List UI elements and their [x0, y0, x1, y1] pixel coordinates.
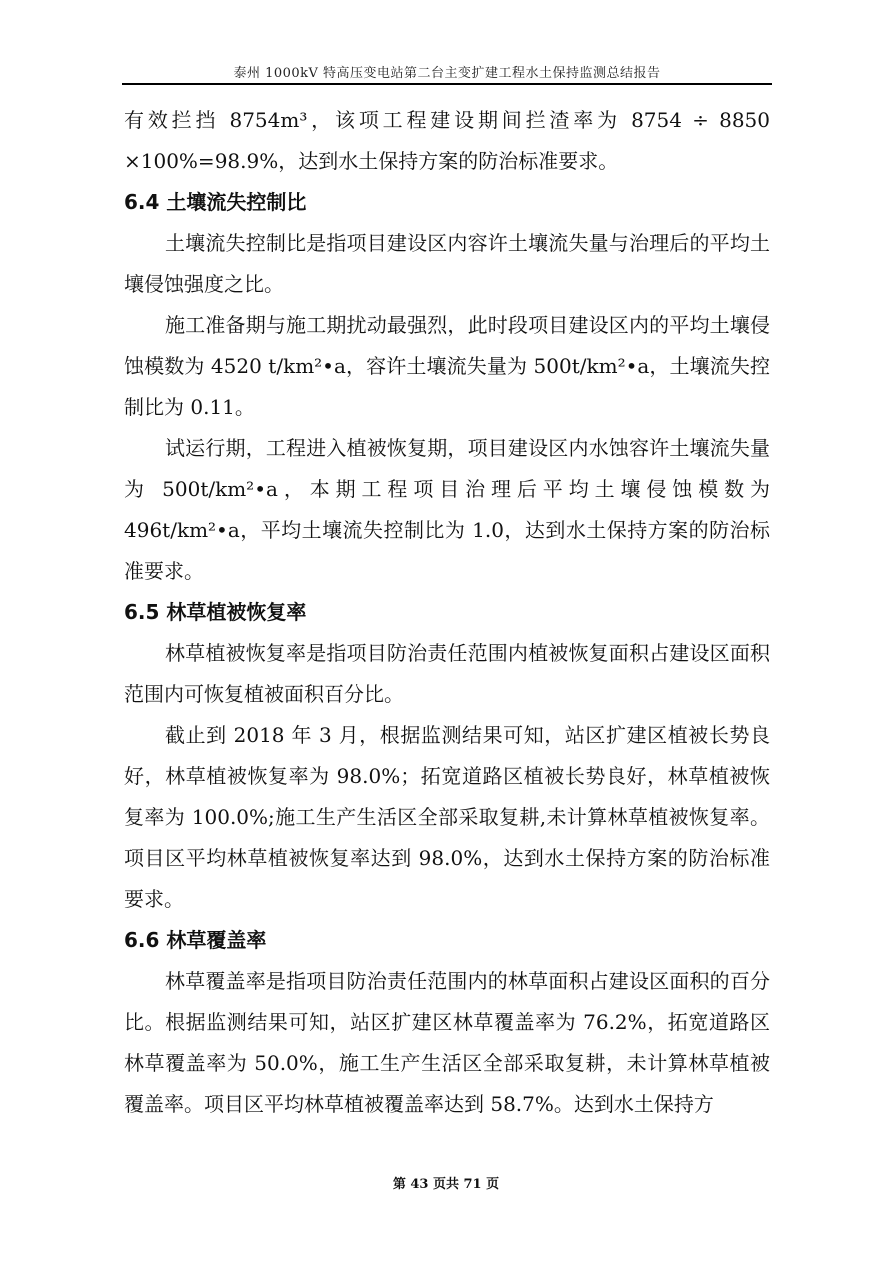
paragraph-6-5-definition: 林草植被恢复率是指项目防治责任范围内植被恢复面积占建设区面积范围内可恢复植被面积百分比。: [124, 641, 770, 706]
paragraph-6-5-results: 截止到 2018 年 3 月，根据监测结果可知，站区扩建区植被长势良好，林草植被恢复率为 98.0%；拓宽道路区植被长势良好，林草植被恢复率为 100.0%;施工生产生活区全部采取复耕,未计算林草植被恢复率。项目区平均林草植被恢复率达到 98.0%，达到水土保持方案的防治标准要求。: [124, 723, 770, 911]
running-header: 泰州 1000kV 特高压变电站第二台主变扩建工程水土保持监测总结报告: [233, 66, 661, 81]
document-body: [124, 100, 770, 1125]
paragraph-6-4-trial-run: 试运行期，工程进入植被恢复期，项目建设区内水蚀容许土壤流失量为 500t/km²•a，本期工程项目治理后平均土壤侵蚀模数为 496t/km²•a，平均土壤流失控制比为 1.0，达到水土保持方案的防治标准要求。: [124, 436, 770, 583]
section-heading-6-5: 6.5 林草植被恢复率: [124, 600, 307, 624]
section-heading-6-6: 6.6 林草覆盖率: [124, 928, 267, 952]
page-number: 第 43 页共 71 页: [392, 1177, 500, 1192]
paragraph-continued: 有效拦挡 8754m³，该项工程建设期间拦渣率为 8754 ÷ 8850 ×100%=98.9%，达到水土保持方案的防治标准要求。: [124, 108, 770, 173]
paragraph-6-6-definition: 林草覆盖率是指项目防治责任范围内的林草面积占建设区面积的百分比。根据监测结果可知，站区扩建区林草覆盖率为 76.2%，拓宽道路区林草覆盖率为 50.0%，施工生产生活区全部采取复耕，未计算林草植被覆盖率。项目区平均林草植被覆盖率达到 58.7%。达到水土保持方: [124, 969, 770, 1116]
paragraph-6-4-definition: 土壤流失控制比是指项目建设区内容许土壤流失量与治理后的平均土壤侵蚀强度之比。: [124, 231, 770, 296]
paragraph-6-4-construction: 施工准备期与施工期扰动最强烈，此时段项目建设区内的平均土壤侵蚀模数为 4520 t/km²•a，容许土壤流失量为 500t/km²•a，土壤流失控制比为 0.11。: [124, 313, 770, 419]
header-rule: [122, 83, 772, 85]
section-heading-6-4: 6.4 土壤流失控制比: [124, 190, 307, 214]
